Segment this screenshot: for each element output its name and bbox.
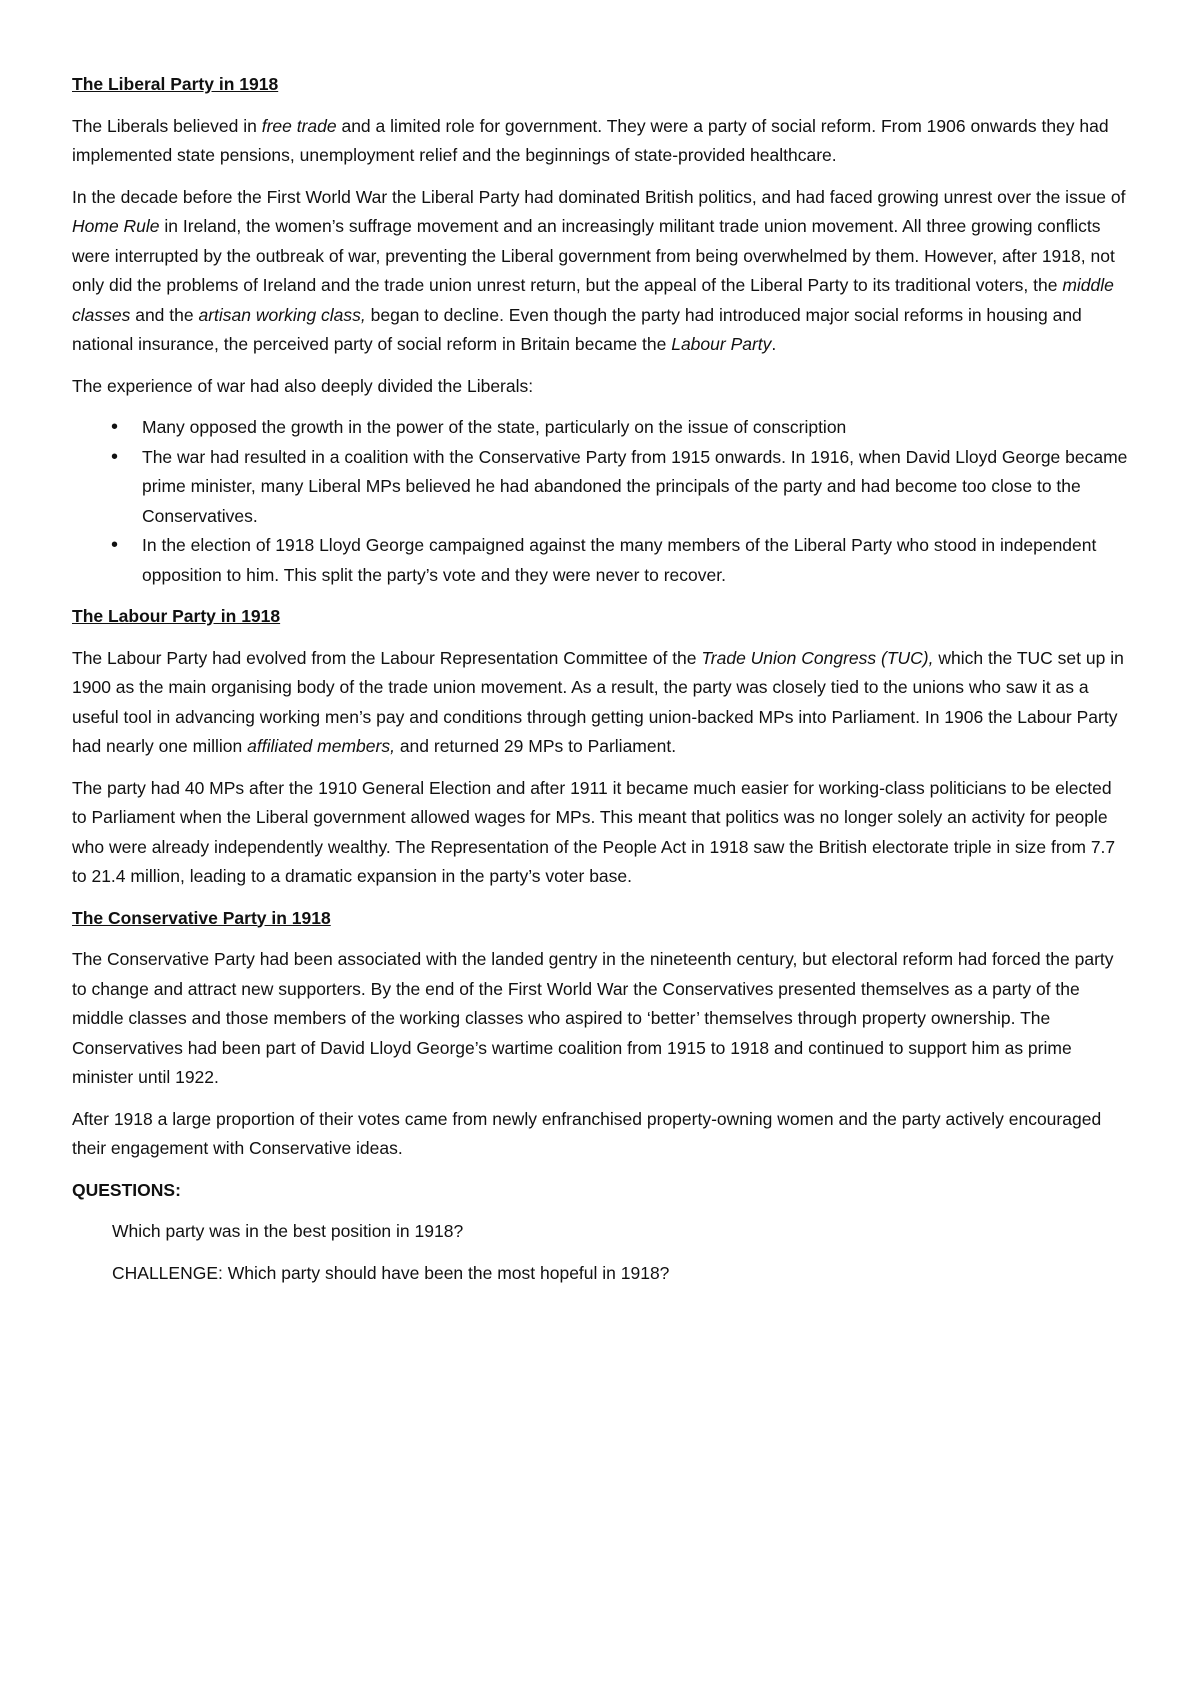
text-run: in Ireland, the women’s suffrage movement and an increasingly militant trade union movement. All three growing conflicts were interrupted by the outbreak of war, preventing the Liberal government from being overwhelmed by them. However, after 1918, not only did the problems of Ireland and the trade union unrest return, but the appeal of the Liberal Party to its traditional voters, the <box>72 216 1115 295</box>
italic-term: middle classes <box>72 275 1114 325</box>
italic-term: Labour Party <box>671 334 772 354</box>
italic-term: Home Rule <box>72 216 160 236</box>
text-run: In the decade before the First World War the Liberal Party had dominated British politics, and had faced growing unrest over the issue of <box>72 186 1126 207</box>
question-item: CHALLENGE: Which party should have been the most hopeful in 1918? <box>112 1262 670 1283</box>
bullet-item: • The war had resulted in a coalition with the Conservative Party from 1915 onwards. In 1916, when David Lloyd George became prime minister, many Liberal MPs believed he had abandoned the principals of the party and had become too close to the Conservatives. <box>142 443 1128 532</box>
text-run: and the <box>130 304 199 325</box>
italic-term: free trade <box>261 115 337 136</box>
text-run: and a limited role for government. They were a party of social reform. From 1906 onwards they had implemented state pensions, unemployment relief and the beginnings of state-provided healthcare. <box>72 115 1109 165</box>
text-run: The Liberals believed in <box>72 115 262 136</box>
bullet-item: • Many opposed the growth in the power of the state, particularly on the issue of conscription <box>142 413 1128 443</box>
liberal-paragraph-2 <box>72 183 1128 360</box>
labour-heading: The Labour Party in 1918 <box>72 606 281 626</box>
conservative-paragraph-1: The Conservative Party had been associated with the landed gentry in the nineteenth century, but electoral reform had forced the party to change and attract new supporters. By the end of the First World War the Conservatives presented themselves as a party of the middle classes and those members of the working classes who aspired to ‘better’ themselves through property ownership. The Conservatives had been part of David Lloyd George’s wartime coalition from 1915 to 1918 and continued to support him as prime minister until 1922. <box>72 949 1114 1087</box>
italic-term: artisan working class, <box>198 304 366 325</box>
conservative-heading: The Conservative Party in 1918 <box>72 907 331 928</box>
liberal-paragraph-1 <box>72 112 1128 171</box>
text-run: . <box>771 334 777 354</box>
italic-term: Trade Union Congress (TUC), <box>701 647 934 668</box>
liberal-heading: The Liberal Party in 1918 <box>72 74 279 94</box>
liberal-paragraph-3: The experience of war had also deeply divided the Liberals: <box>72 375 534 396</box>
question-item: Which party was in the best position in 1918? <box>112 1221 464 1241</box>
labour-paragraph-2: The party had 40 MPs after the 1910 General Election and after 1911 it became much easier for working-class politicians to be elected to Parliament when the Liberal government allowed wages for MPs. This meant that politics was no longer solely an activity for people who were already independently wealthy. The Representation of the People Act in 1918 saw the British electorate triple in size from 7.7 to 21.4 million, leading to a dramatic expansion in the party’s voter base. <box>72 777 1116 886</box>
text-run: which the TUC set up in 1900 as the main organising body of the trade union movement. As a result, the party was closely tied to the unions who saw it as a useful tool in advancing working men’s pay and conditions through getting union-backed MPs into Parliament. In 1906 the Labour Party had nearly one million <box>72 647 1124 756</box>
bullet-item: • In the election of 1918 Lloyd George campaigned against the many members of the Liberal Party who stood in independent opposition to him. This split the party’s vote and they were never to recover. <box>142 531 1128 590</box>
labour-paragraph-1 <box>72 644 1128 762</box>
italic-term: affiliated members, <box>247 736 395 756</box>
liberal-bullet-list <box>72 413 1128 590</box>
conservative-paragraph-2: After 1918 a large proportion of their votes came from newly enfranchised property-owning women and the party actively encouraged their engagement with Conservative ideas. <box>72 1108 1102 1158</box>
questions-title: QUESTIONS: <box>72 1179 181 1200</box>
text-run: and returned 29 MPs to Parliament. <box>394 736 677 756</box>
text-run: began to decline. Even though the party had introduced major social reforms in housing and national insurance, the perceived party of social reform in Britain became the <box>72 304 1082 354</box>
text-run: The Labour Party had evolved from the Labour Representation Committee of the <box>72 647 702 668</box>
